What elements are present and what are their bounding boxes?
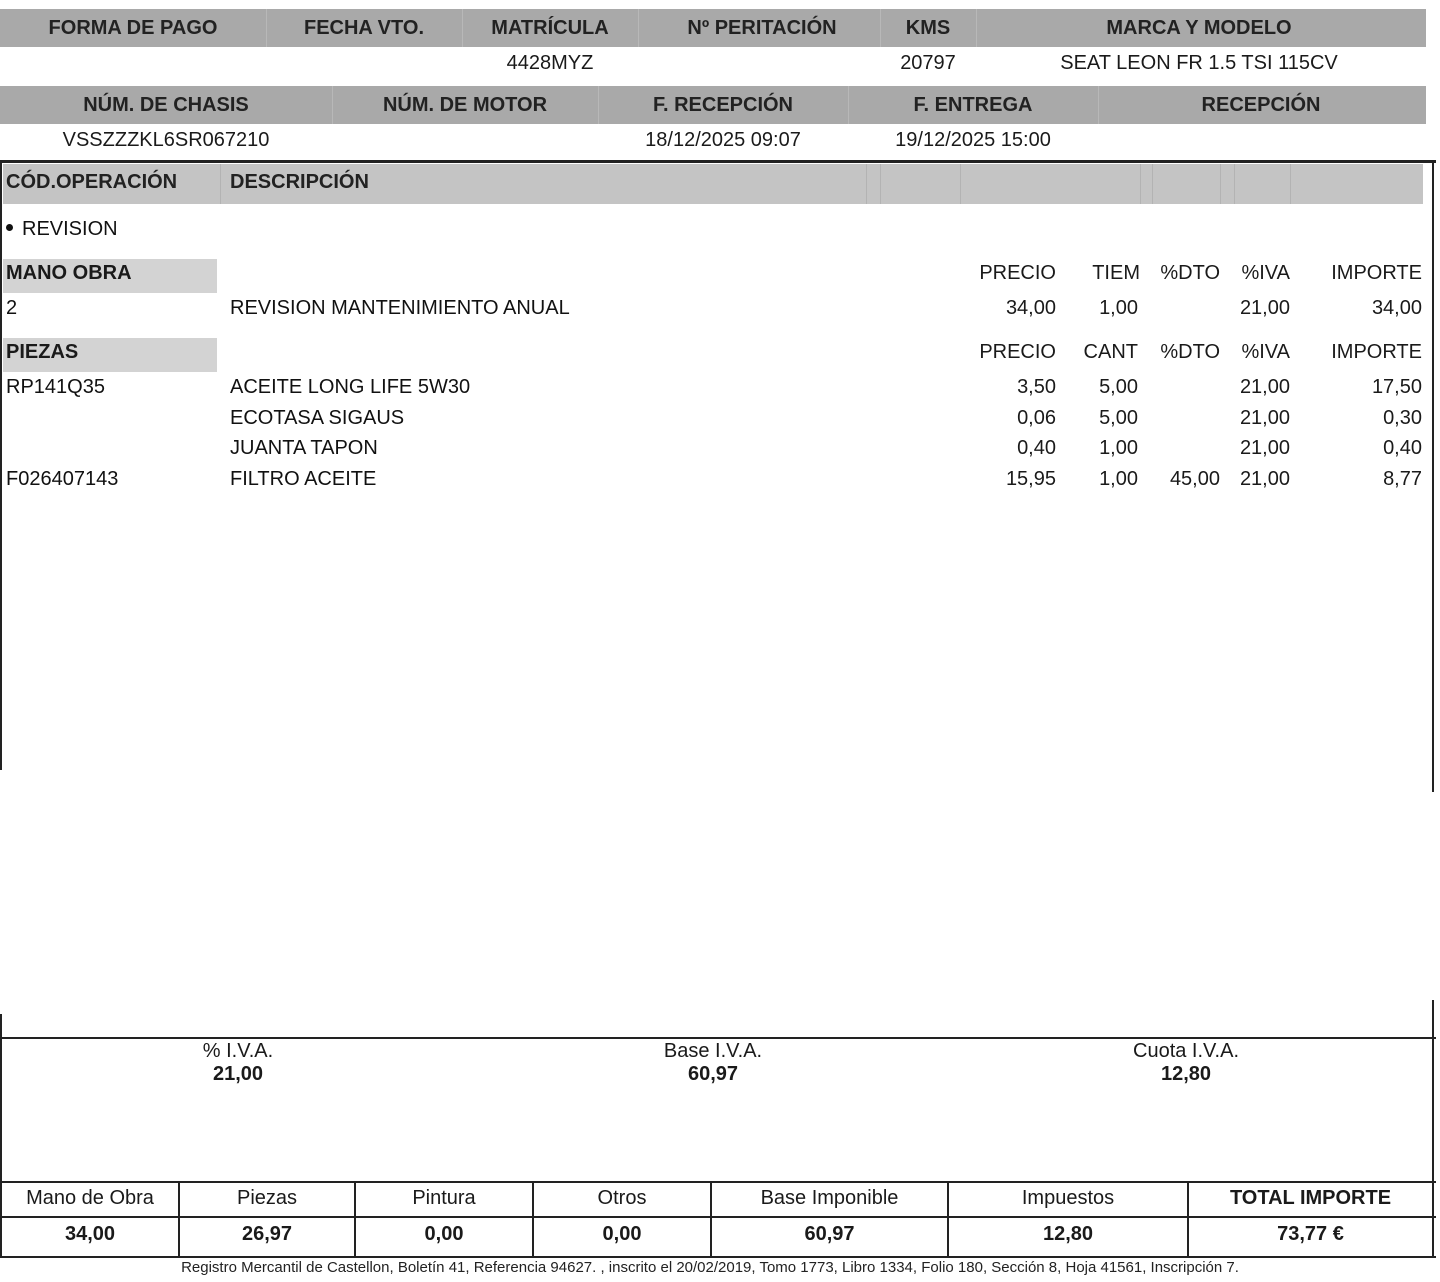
pz-importe: 8,77 [1383,468,1422,490]
totals-mid-border [0,1216,1436,1218]
mo-col-importe: IMPORTE [1331,262,1422,284]
mo-col-precio: PRECIO [979,262,1056,284]
total-impuestos-value: 12,80 [1042,1223,1094,1245]
mo-code: 2 [6,297,18,319]
pz-iva: 21,00 [1239,376,1290,398]
total-pintura-label: Pintura [412,1187,476,1209]
col-kms: KMS [905,17,951,39]
kms-value: 20797 [900,52,956,74]
matricula-value: 4428MYZ [506,52,594,74]
total-base-label: Base Imponible [760,1187,899,1209]
pz-desc: ACEITE LONG LIFE 5W30 [230,376,471,398]
pz-importe: 0,30 [1383,407,1422,429]
pz-iva: 21,00 [1239,437,1290,459]
iva-cuota-value: 12,80 [1160,1063,1212,1085]
col-chasis: NÚM. DE CHASIS [83,94,249,116]
pz-cant: 5,00 [1099,407,1138,429]
totals-top-border [0,1181,1436,1183]
iva-pct-label: % I.V.A. [202,1040,274,1062]
pz-iva: 21,00 [1239,407,1290,429]
mo-tiem: 1,00 [1099,297,1138,319]
pz-cant: 1,00 [1099,437,1138,459]
iva-base-value: 60,97 [687,1063,739,1085]
total-mano-obra-label: Mano de Obra [26,1187,154,1209]
total-piezas-label: Piezas [236,1187,298,1209]
header-band-dates [0,86,1426,124]
col-peritacion: Nº PERITACIÓN [687,17,837,39]
total-importe-label: TOTAL IMPORTE [1229,1187,1392,1209]
box-left-border-upper [0,160,2,770]
pz-precio: 0,40 [1017,437,1056,459]
operation-name: REVISION [22,218,118,240]
total-piezas-value: 26,97 [241,1223,293,1245]
pz-precio: 3,50 [1017,376,1056,398]
pz-precio: 0,06 [1017,407,1056,429]
col-motor: NÚM. DE MOTOR [382,94,548,116]
iva-pct-value: 21,00 [212,1063,264,1085]
mano-obra-label: MANO OBRA [3,259,217,293]
pz-col-importe: IMPORTE [1331,341,1422,363]
col-f-recepcion: F. RECEPCIÓN [652,94,794,116]
pz-col-precio: PRECIO [979,341,1056,363]
pz-precio: 15,95 [1005,468,1056,490]
col-descripcion: DESCRIPCIÓN [230,171,369,193]
total-base-value: 60,97 [804,1223,855,1245]
marca-modelo-value: SEAT LEON FR 1.5 TSI 115CV [1060,52,1338,74]
col-f-entrega: F. ENTREGA [913,94,1033,116]
col-matricula: MATRÍCULA [491,17,609,39]
pz-importe: 17,50 [1371,376,1422,398]
col-cod-operacion: CÓD.OPERACIÓN [6,171,178,193]
registry-footer: Registro Mercantil de Castellon, Boletín 41, Referencia 94627. , inscrito el 20/02/2019, Tomo 1773, Libro 1334, Folio 180, Sección 8, Hoja 41561, Inscripción 7. [181,1259,1239,1276]
mo-col-dto: %DTO [1160,262,1220,284]
total-otros-value: 0,00 [602,1223,642,1245]
box-top-border [0,160,1436,163]
box-left-border-lower [0,1014,2,1258]
mo-precio: 34,00 [1005,297,1056,319]
pz-col-dto: %DTO [1160,341,1220,363]
iva-base-label: Base I.V.A. [663,1040,763,1062]
box-right-border-upper [1432,160,1434,792]
f-entrega-value: 19/12/2025 15:00 [895,129,1051,151]
pz-desc: JUANTA TAPON [230,437,378,459]
pz-importe: 0,40 [1383,437,1422,459]
f-recepcion-value: 18/12/2025 09:07 [645,129,801,151]
bullet-icon [6,224,13,231]
total-otros-label: Otros [597,1187,647,1209]
iva-cuota-label: Cuota I.V.A. [1133,1040,1239,1062]
col-marca-modelo: MARCA Y MODELO [1106,17,1292,39]
mo-col-iva: %IVA [1241,262,1290,284]
chasis-value: VSSZZZKL6SR067210 [62,129,270,151]
pz-desc: FILTRO ACEITE [230,468,377,490]
pz-cant: 1,00 [1099,468,1138,490]
total-impuestos-label: Impuestos [1021,1187,1115,1209]
operations-header-band [3,164,1423,204]
pz-iva: 21,00 [1239,468,1290,490]
col-recepcion: RECEPCIÓN [1201,94,1321,116]
header-band-vehicle [0,9,1426,47]
col-fecha-vto: FECHA VTO. [303,17,424,39]
mo-importe: 34,00 [1371,297,1422,319]
mo-desc: REVISION MANTENIMIENTO ANUAL [230,297,570,319]
mo-col-tiem: TIEM [1092,262,1140,284]
mo-iva: 21,00 [1239,297,1290,319]
pz-code: RP141Q35 [6,376,105,398]
totals-bottom-border [0,1256,1436,1258]
pz-cant: 5,00 [1099,376,1138,398]
pz-dto: 45,00 [1169,468,1220,490]
piezas-label: PIEZAS [3,338,217,372]
pz-desc: ECOTASA SIGAUS [230,407,405,429]
total-pintura-value: 0,00 [424,1223,464,1245]
total-importe-value: 73,77 € [1277,1223,1344,1245]
pz-code: F026407143 [6,468,119,490]
pz-col-cant: CANT [1083,341,1138,363]
col-forma-pago: FORMA DE PAGO [48,17,218,39]
iva-top-border [0,1037,1436,1039]
operation-title [6,218,118,241]
pz-col-iva: %IVA [1241,341,1290,363]
total-mano-obra-value: 34,00 [64,1223,116,1245]
